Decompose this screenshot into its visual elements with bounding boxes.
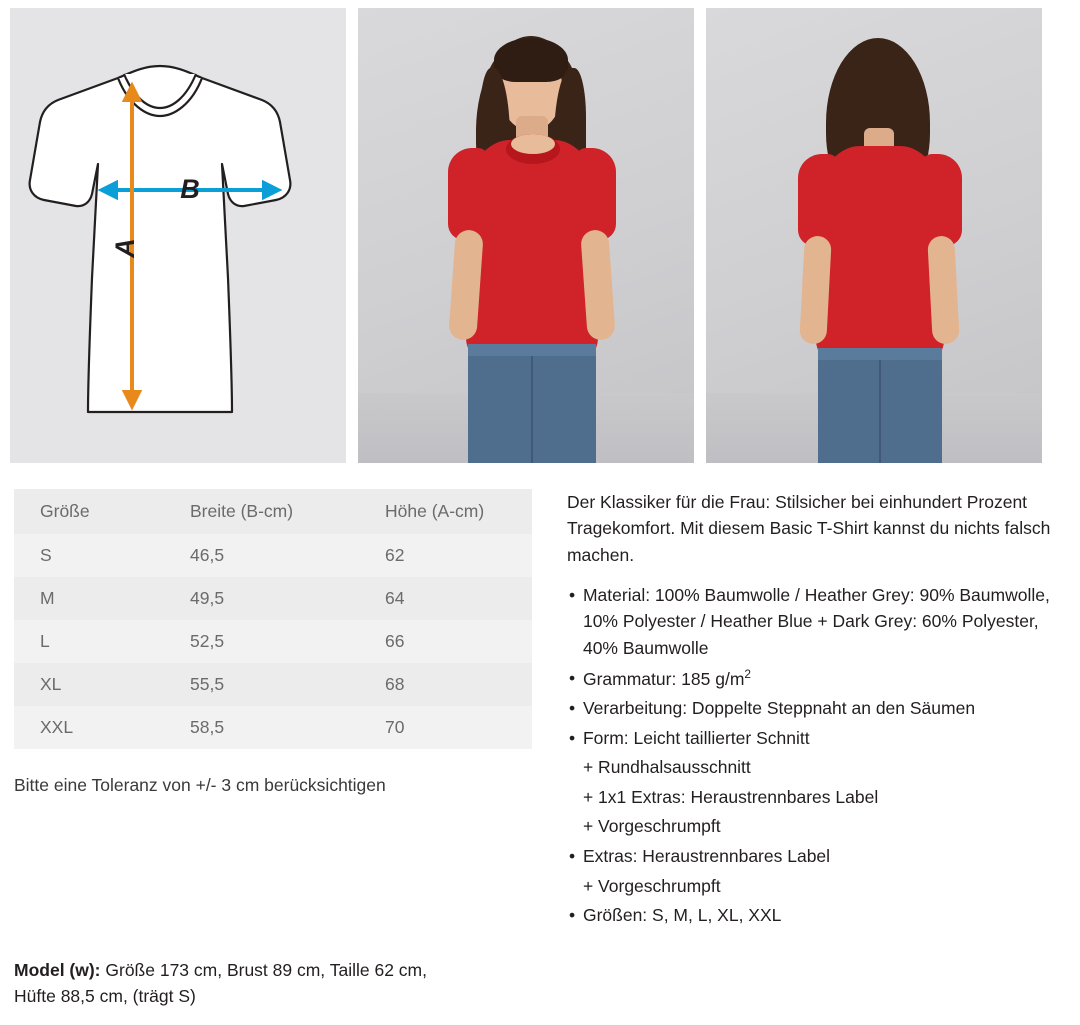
feature-text: Größen: S, M, L, XL, XXL <box>582 905 782 926</box>
feature-list <box>567 582 1066 929</box>
model-info <box>14 957 554 1010</box>
list-item <box>567 784 1066 811</box>
info-section <box>0 463 1080 932</box>
feature-text: Verarbeitung: Doppelte Steppnaht an den Säumen <box>582 697 976 718</box>
cell-size: L <box>14 620 164 663</box>
table-header-row <box>14 489 532 534</box>
table-row <box>14 663 532 706</box>
collar-skin <box>511 134 555 154</box>
feature-text: + Rundhalsausschnitt <box>582 757 751 778</box>
person-back <box>706 8 1042 463</box>
description-column <box>567 489 1066 932</box>
table-row <box>14 534 532 577</box>
feature-text: Grammatur: 185 g/m <box>582 668 745 689</box>
cell-height: 62 <box>359 534 532 577</box>
list-item <box>567 843 1066 870</box>
table-row <box>14 577 532 620</box>
jeans-waistband <box>468 344 596 356</box>
table-row <box>14 706 532 749</box>
column-header-size: Größe <box>14 489 164 534</box>
feature-text: + 1x1 Extras: Heraustrennbares Label <box>582 786 879 807</box>
sleeve-right <box>922 154 962 246</box>
model-back-photo <box>706 8 1042 463</box>
sleeve-left <box>448 148 488 240</box>
column-header-width: Breite (B-cm) <box>164 489 359 534</box>
list-item <box>567 725 1066 752</box>
cell-width: 55,5 <box>164 663 359 706</box>
list-item <box>567 695 1066 722</box>
list-item <box>567 754 1066 781</box>
list-item <box>567 873 1066 900</box>
cell-size: XXL <box>14 706 164 749</box>
cell-height: 66 <box>359 620 532 663</box>
feature-text: Form: Leicht taillierter Schnitt <box>582 727 810 748</box>
label-height-a: A <box>110 238 140 258</box>
cell-height: 68 <box>359 663 532 706</box>
cell-size: S <box>14 534 164 577</box>
person-front <box>358 8 694 463</box>
sleeve-left <box>798 154 838 246</box>
feature-text: + Vorgeschrumpft <box>582 875 721 896</box>
cell-height: 70 <box>359 706 532 749</box>
model-label: Model (w): <box>14 959 101 980</box>
sleeve-right <box>576 148 616 240</box>
cell-width: 46,5 <box>164 534 359 577</box>
size-table <box>14 489 532 749</box>
model-front-photo <box>358 8 694 463</box>
column-header-height: Höhe (A-cm) <box>359 489 532 534</box>
table-row <box>14 620 532 663</box>
cell-width: 52,5 <box>164 620 359 663</box>
list-item <box>567 582 1066 662</box>
tolerance-note: Bitte eine Toleranz von +/- 3 cm berücksichtigen <box>14 775 386 795</box>
arm-right <box>927 235 960 344</box>
list-item <box>567 665 1066 692</box>
size-column <box>14 489 543 932</box>
cell-width: 58,5 <box>164 706 359 749</box>
cell-size: M <box>14 577 164 620</box>
label-width-b: B <box>180 174 200 204</box>
technical-drawing-panel <box>10 8 346 463</box>
cell-height: 64 <box>359 577 532 620</box>
list-item <box>567 902 1066 929</box>
feature-text: + Vorgeschrumpft <box>582 816 721 837</box>
arm-left <box>799 235 832 344</box>
jeans <box>468 344 596 463</box>
model-line1: Größe 173 cm, Brust 89 cm, Taille 62 cm, <box>100 959 427 980</box>
feature-superscript: 2 <box>744 666 752 681</box>
cell-size: XL <box>14 663 164 706</box>
feature-text: Material: 100% Baumwolle / Heather Grey: 90% Baumwolle, 10% Polyester / Heather Blue + Dark Grey: 60% Polyester, 40% Baumwolle <box>582 584 1050 658</box>
jeans-seam <box>879 348 881 463</box>
list-item <box>567 813 1066 840</box>
cell-width: 49,5 <box>164 577 359 620</box>
model-line2: Hüfte 88,5 cm, (trägt S) <box>14 985 196 1006</box>
hair-front <box>494 38 568 82</box>
jeans-seam <box>531 344 533 463</box>
feature-text: Extras: Heraustrennbares Label <box>582 845 831 866</box>
product-intro-text: Der Klassiker für die Frau: Stilsicher bei einhundert Prozent Tragekomfort. Mit diesem Basic T-Shirt kannst du nichts falsch machen. <box>566 492 1051 565</box>
image-row <box>0 0 1080 463</box>
jeans <box>818 348 942 463</box>
jeans-waistband <box>818 348 942 360</box>
